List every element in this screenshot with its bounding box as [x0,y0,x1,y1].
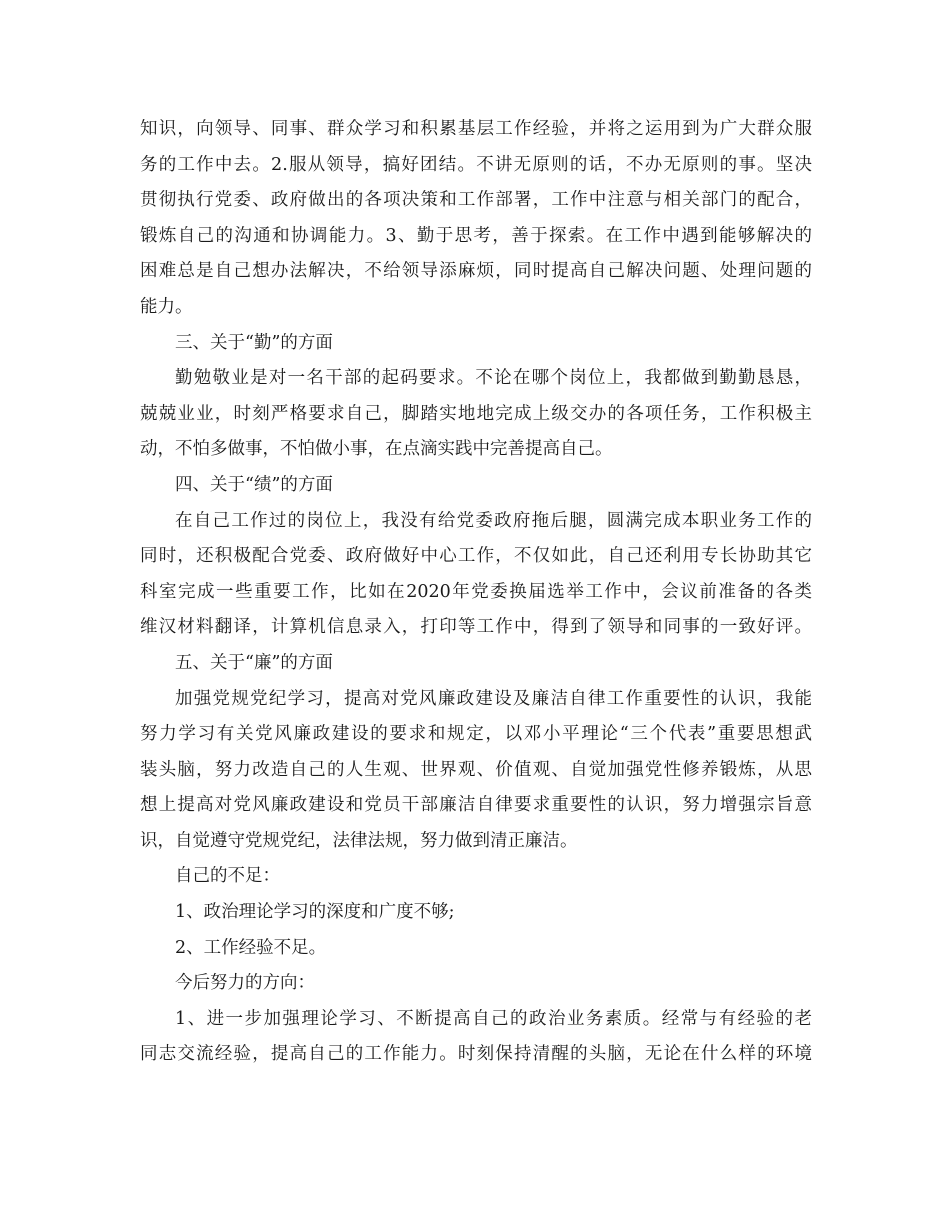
text-line: 知识，向领导、同事、群众学习和积累基层工作经验，并将之运用到为广大群众服 [140,119,812,139]
text-line: 务的工作中去。2.服从领导，搞好团结。不讲无原则的话，不办无原则的事。坚决 [140,154,812,175]
text-line: 想上提高对党风廉政建设和党员干部廉洁自律要求重要性的认识，努力增强宗旨意 [140,795,812,816]
text-line: 自己的不足： [175,866,280,887]
text-line: 在自己工作过的岗位上，我没有给党委政府拖后腿，圆满完成本职业务工作的 [175,510,812,531]
text-line: 五、关于“廉”的方面 [175,652,333,673]
text-line: 1、进一步加强理论学习、不断提高自己的政治业务素质。经常与有经验的老 [175,1008,812,1029]
text-line: 锻炼自己的沟通和协调能力。3、勤于思考，善于探索。在工作中遇到能够解决的 [140,225,812,246]
text-line: 兢兢业业，时刻严格要求自己，脚踏实地地完成上级交办的各项任务，工作积极主 [140,403,812,424]
text-line: 三、关于“勤”的方面 [175,332,333,353]
text-line: 今后努力的方向： [175,973,315,994]
text-line: 动，不怕多做事，不怕做小事，在点滴实践中完善提高自己。 [140,439,613,460]
text-line: 同时，还积极配合党委、政府做好中心工作，不仅如此，自己还利用专长协助其它 [140,546,812,567]
text-line: 勤勉敬业是对一名干部的起码要求。不论在哪个岗位上，我都做到勤勤恳恳， [175,368,812,389]
document-page [140,112,812,1073]
text-line: 识，自觉遵守党规党纪，法律法规，努力做到清正廉洁。 [140,830,578,851]
text-line: 能力。 [140,296,193,317]
text-line: 四、关于“绩”的方面 [175,474,333,495]
text-line: 2、工作经验不足。 [175,937,327,958]
text-line: 努力学习有关党风廉政建设的要求和规定，以邓小平理论“三个代表”重要思想武 [140,724,812,745]
text-line: 维汉材料翻译，计算机信息录入，打印等工作中，得到了领导和同事的一致好评。 [140,617,812,638]
text-line: 加强党规党纪学习，提高对党风廉政建设及廉洁自律工作重要性的认识，我能 [175,688,812,709]
text-line: 科室完成一些重要工作，比如在2020年党委换届选举工作中，会议前准备的各类 [140,581,812,602]
text-line: 同志交流经验，提高自己的工作能力。时刻保持清醒的头脑，无论在什么样的环境 [140,1044,812,1065]
text-line: 装头脑，努力改造自己的人生观、世界观、价值观、自觉加强党性修养锻炼，从思 [140,759,812,780]
text-line: 贯彻执行党委、政府做出的各项决策和工作部署，工作中注意与相关部门的配合， [140,190,812,211]
text-line: 1、政治理论学习的深度和广度不够; [175,902,455,923]
text-line: 困难总是自己想办法解决，不给领导添麻烦，同时提高自己解决问题、处理问题的 [140,261,812,282]
